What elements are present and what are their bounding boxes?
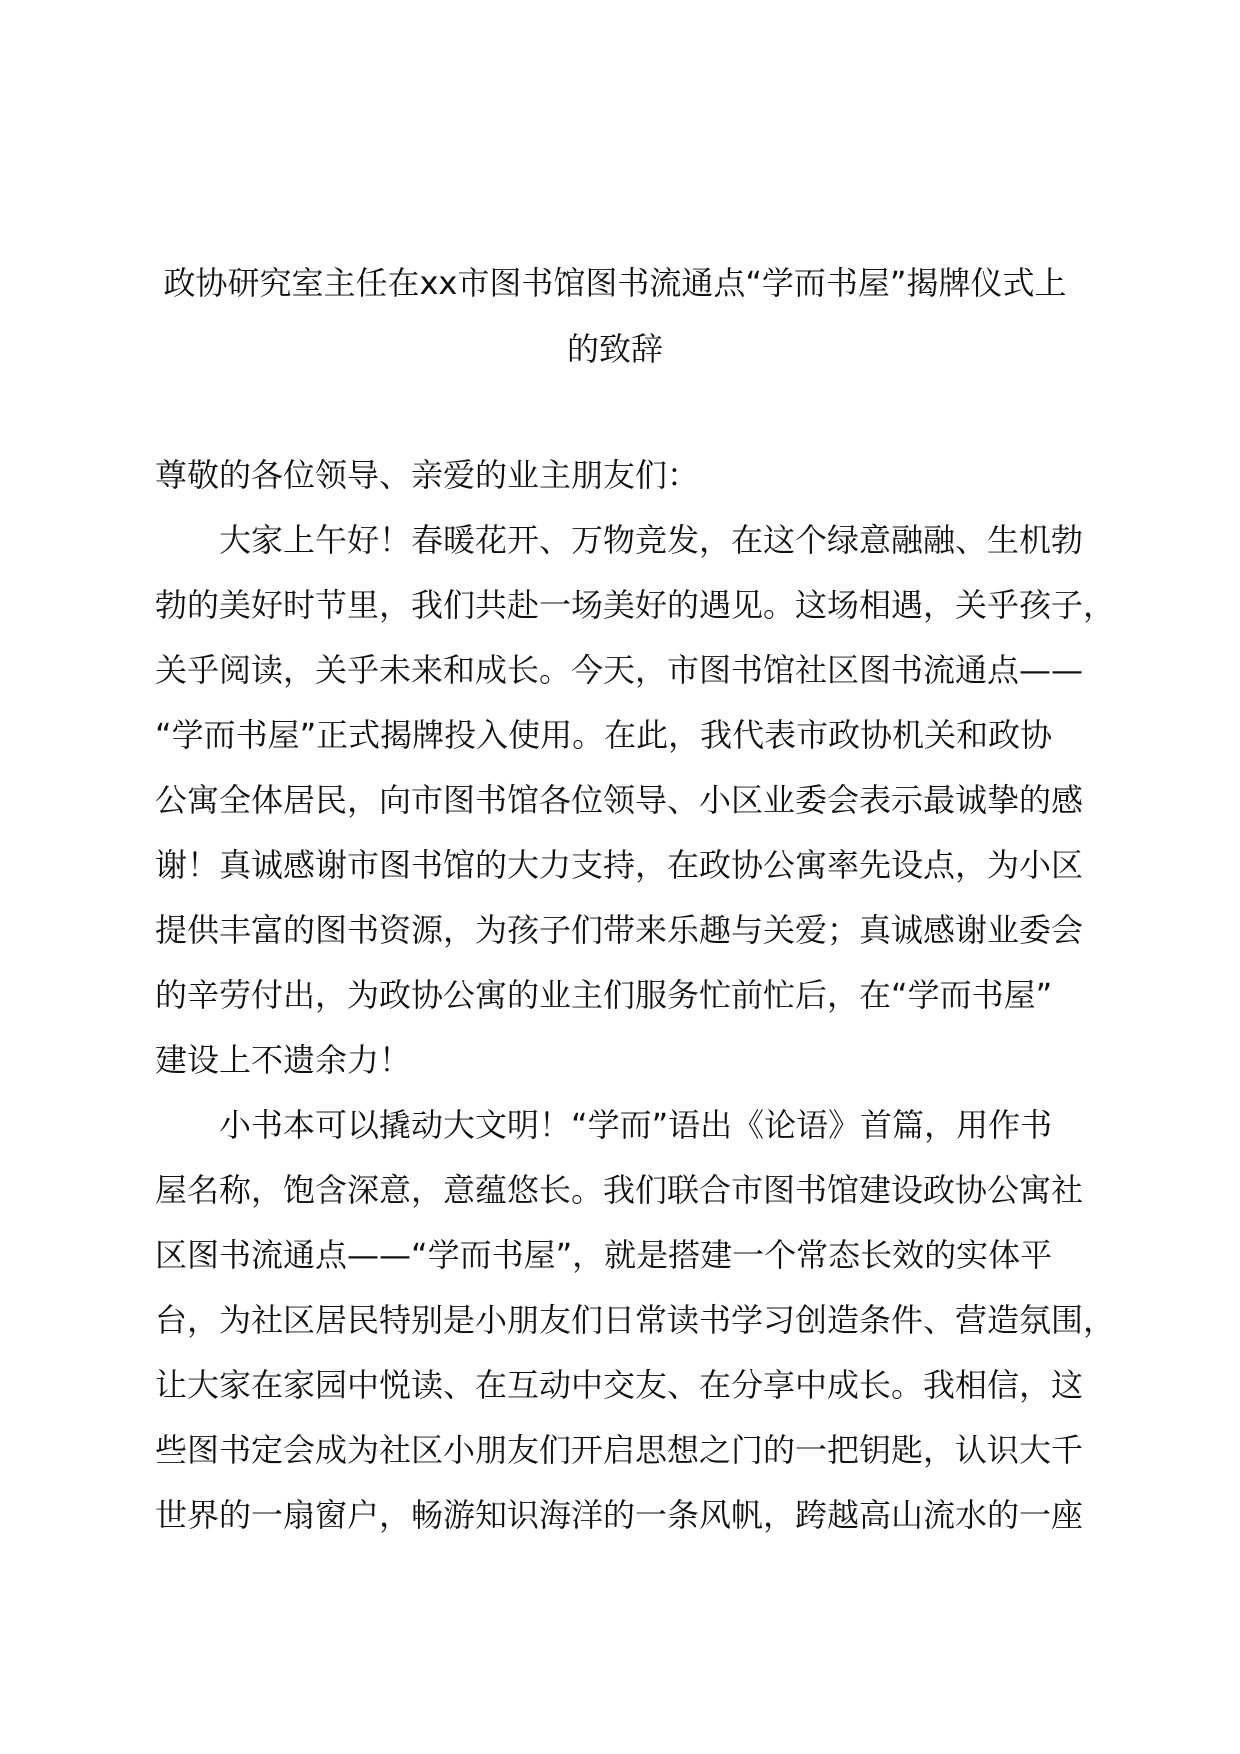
paragraph-line: “学而书屋”正式揭牌投入使用。在此，我代表市政协机关和政协 (155, 716, 1053, 754)
paragraph-line: 公寓全体居民，向市图书馆各位领导、小区业委会表示最诚挚的感 (155, 781, 1084, 819)
document-title (150, 250, 1080, 382)
paragraph-line: 谢！真诚感谢市图书馆的大力支持，在政协公寓率先设点，为小区 (155, 846, 1084, 884)
paragraph-line: 屋名称，饱含深意，意蕴悠长。我们联合市图书馆建设政协公寓社 (155, 1171, 1084, 1209)
paragraph-line: 区图书流通点——“学而书屋”，就是搭建一个常态长效的实体平 (155, 1236, 1053, 1274)
paragraph-line: 的辛劳付出，为政协公寓的业主们服务忙前忙后，在“学而书屋” (155, 976, 1053, 1014)
paragraph-line: 大家上午好！春暖花开、万物竞发，在这个绿意融融、生机勃 (219, 521, 1084, 559)
paragraph-line: 关乎阅读，关乎未来和成长。今天，市图书馆社区图书流通点—— (155, 651, 1084, 689)
paragraph-line: 勃的美好时节里，我们共赴一场美好的遇见。这场相遇，关乎孩子， (155, 586, 1116, 624)
paragraph-line: 世界的一扇窗户，畅游知识海洋的一条风帆，跨越高山流水的一座 (155, 1496, 1084, 1534)
title-line: 政协研究室主任在xx市图书馆图书流通点“学而书屋”揭牌仪式上 (163, 264, 1067, 302)
paragraph-line: 建设上不遗余力！ (155, 1041, 412, 1079)
title-line: 的致辞 (566, 330, 663, 368)
paragraph-line: 让大家在家园中悦读、在互动中交友、在分享中成长。我相信，这 (155, 1366, 1084, 1404)
paragraph-line: 台，为社区居民特别是小朋友们日常读书学习创造条件、营造氛围， (155, 1301, 1116, 1339)
salutation: 尊敬的各位领导、亲爱的业主朋友们： (155, 456, 700, 494)
paragraph-line: 小书本可以撬动大文明！“学而”语出《论语》首篇，用作书 (219, 1106, 1053, 1144)
paragraph-line: 提供丰富的图书资源，为孩子们带来乐趣与关爱；真诚感谢业委会 (155, 911, 1084, 949)
paragraph-line: 些图书定会成为社区小朋友们开启思想之门的一把钥匙，认识大千 (155, 1431, 1084, 1469)
document-body (155, 443, 1116, 1548)
